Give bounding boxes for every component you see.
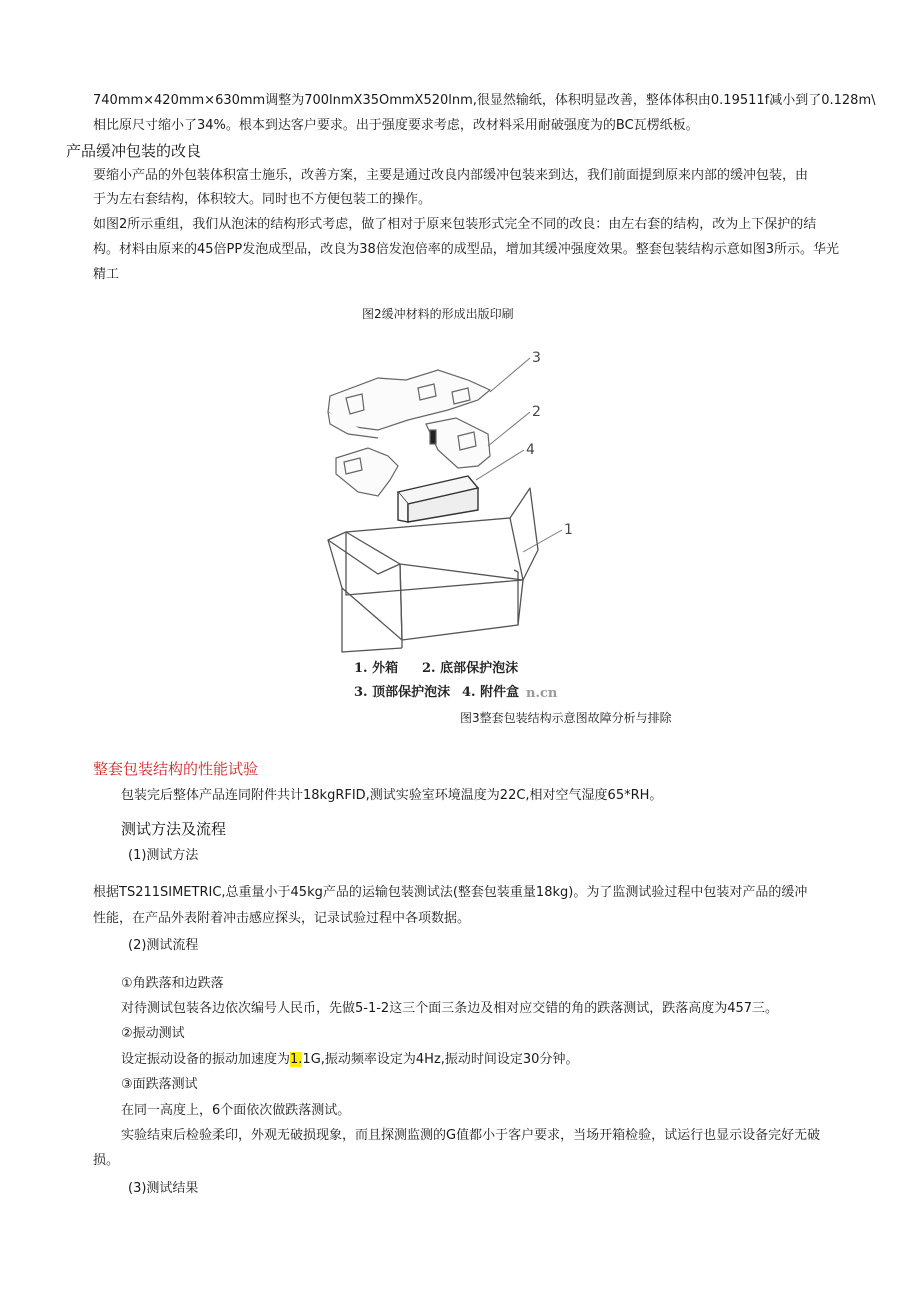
legend-bottom-foam: 2. 底部保护泡沫 xyxy=(422,661,519,676)
paragraph-line: 包装完后整体产品连同附件共计18kgRFID,测试实验室环境温度为22C,相对空气湿度65*RH。 xyxy=(121,788,663,803)
watermark: n.cn xyxy=(526,686,558,701)
paragraph-line: 如图2所示重组，我们从泡沫的结构形式考虑，做了相对于原来包装形式完全不同的改良：由左右套的结构，改为上下保护的结 xyxy=(93,217,817,232)
paragraph-line: 要缩小产品的外包装体积富士施乐，改善方案，主要是通过改良内部缓冲包装来到达，我们前面提到原来内部的缓冲包装，由 xyxy=(93,168,809,183)
figure-number-4: 4 xyxy=(526,442,535,458)
paragraph-line: 对待测试包装各边依次编号人民币，先做5-1-2这三个面三条边及相对应交错的角的跌落测试，跌落高度为457三。 xyxy=(121,1001,779,1016)
section-heading-performance-test: 整套包装结构的性能试验 xyxy=(93,760,259,778)
paragraph-line: 于为左右套结构，体积较大。同时也不方便包装工的操作。 xyxy=(93,192,432,207)
paragraph-line: 根据TS211SIMETRIC,总重量小于45kg产品的运输包装测试法(整套包装重量18kg)。为了监测试验过程中包装对产品的缓冲 xyxy=(93,885,808,900)
legend-outer-box: 1. 外箱 xyxy=(354,661,399,676)
item-label: (1)测试方法 xyxy=(128,848,199,863)
paragraph-line: 在同一高度上，6个面依次做跌落测试。 xyxy=(121,1103,351,1118)
item-label: (2)测试流程 xyxy=(128,938,199,953)
step2-text-pre: 设定振动设备的振动加速度为 xyxy=(121,1052,291,1067)
sub-heading-test-method: 测试方法及流程 xyxy=(121,820,227,838)
legend-top-foam: 3. 顶部保护泡沫 xyxy=(354,685,451,700)
paragraph-line: 性能，在产品外表附着冲击感应探头，记录试验过程中各项数据。 xyxy=(93,911,471,926)
paragraph-line xyxy=(121,1051,578,1069)
figure-2-caption: 图2缓冲材料的形成出版印刷 xyxy=(362,307,514,321)
step2-text-post: 1G,振动频率设定为4Hz,振动时间设定30分钟。 xyxy=(302,1052,579,1067)
figure-3-caption: 图3整套包装结构示意图故障分析与排除 xyxy=(460,711,672,725)
paragraph-line: 构。材料由原来的45倍PP发泡成型品，改良为38倍发泡倍率的成型品，增加其缓冲强度效果。整套包装结构示意如图3所示。华光 xyxy=(93,242,840,257)
packaging-structure-figure xyxy=(318,340,578,710)
step-title: ②振动测试 xyxy=(121,1026,185,1041)
figure-number-1: 1 xyxy=(564,522,573,538)
section-heading-cushion: 产品缓冲包装的改良 xyxy=(66,142,202,160)
paragraph-line: 实验结束后检验柔印，外观无破损现象，而且探测监测的G值都小于客户要求，当场开箱检验，试运行也显示设备完好无破 xyxy=(121,1128,821,1143)
item-label: (3)测试结果 xyxy=(128,1181,199,1196)
paragraph-line: 损。 xyxy=(93,1153,120,1168)
step-title: ①角跌落和边跌落 xyxy=(121,976,224,991)
step-title: ③面跌落测试 xyxy=(121,1077,198,1092)
paragraph-line: 740mm×420mm×630mm调整为700lnmX35OmmX520lnm,很显然输纸，体积明显改善，整体体积由0.19511f减小到了0.128m\ xyxy=(93,93,876,108)
paragraph-line: 相比原尺寸缩小了34%。根本到达客户要求。出于强度要求考虑，改材料采用耐破强度为的BC瓦楞纸板。 xyxy=(93,118,699,133)
paragraph-line: 精工 xyxy=(93,267,120,282)
accessory-box-drawing xyxy=(398,476,478,522)
legend-accessory-box: 4. 附件盒 xyxy=(462,685,520,700)
figure-number-2: 2 xyxy=(532,404,541,420)
highlighted-value: 1. xyxy=(290,1052,303,1067)
figure-number-3: 3 xyxy=(532,350,541,366)
